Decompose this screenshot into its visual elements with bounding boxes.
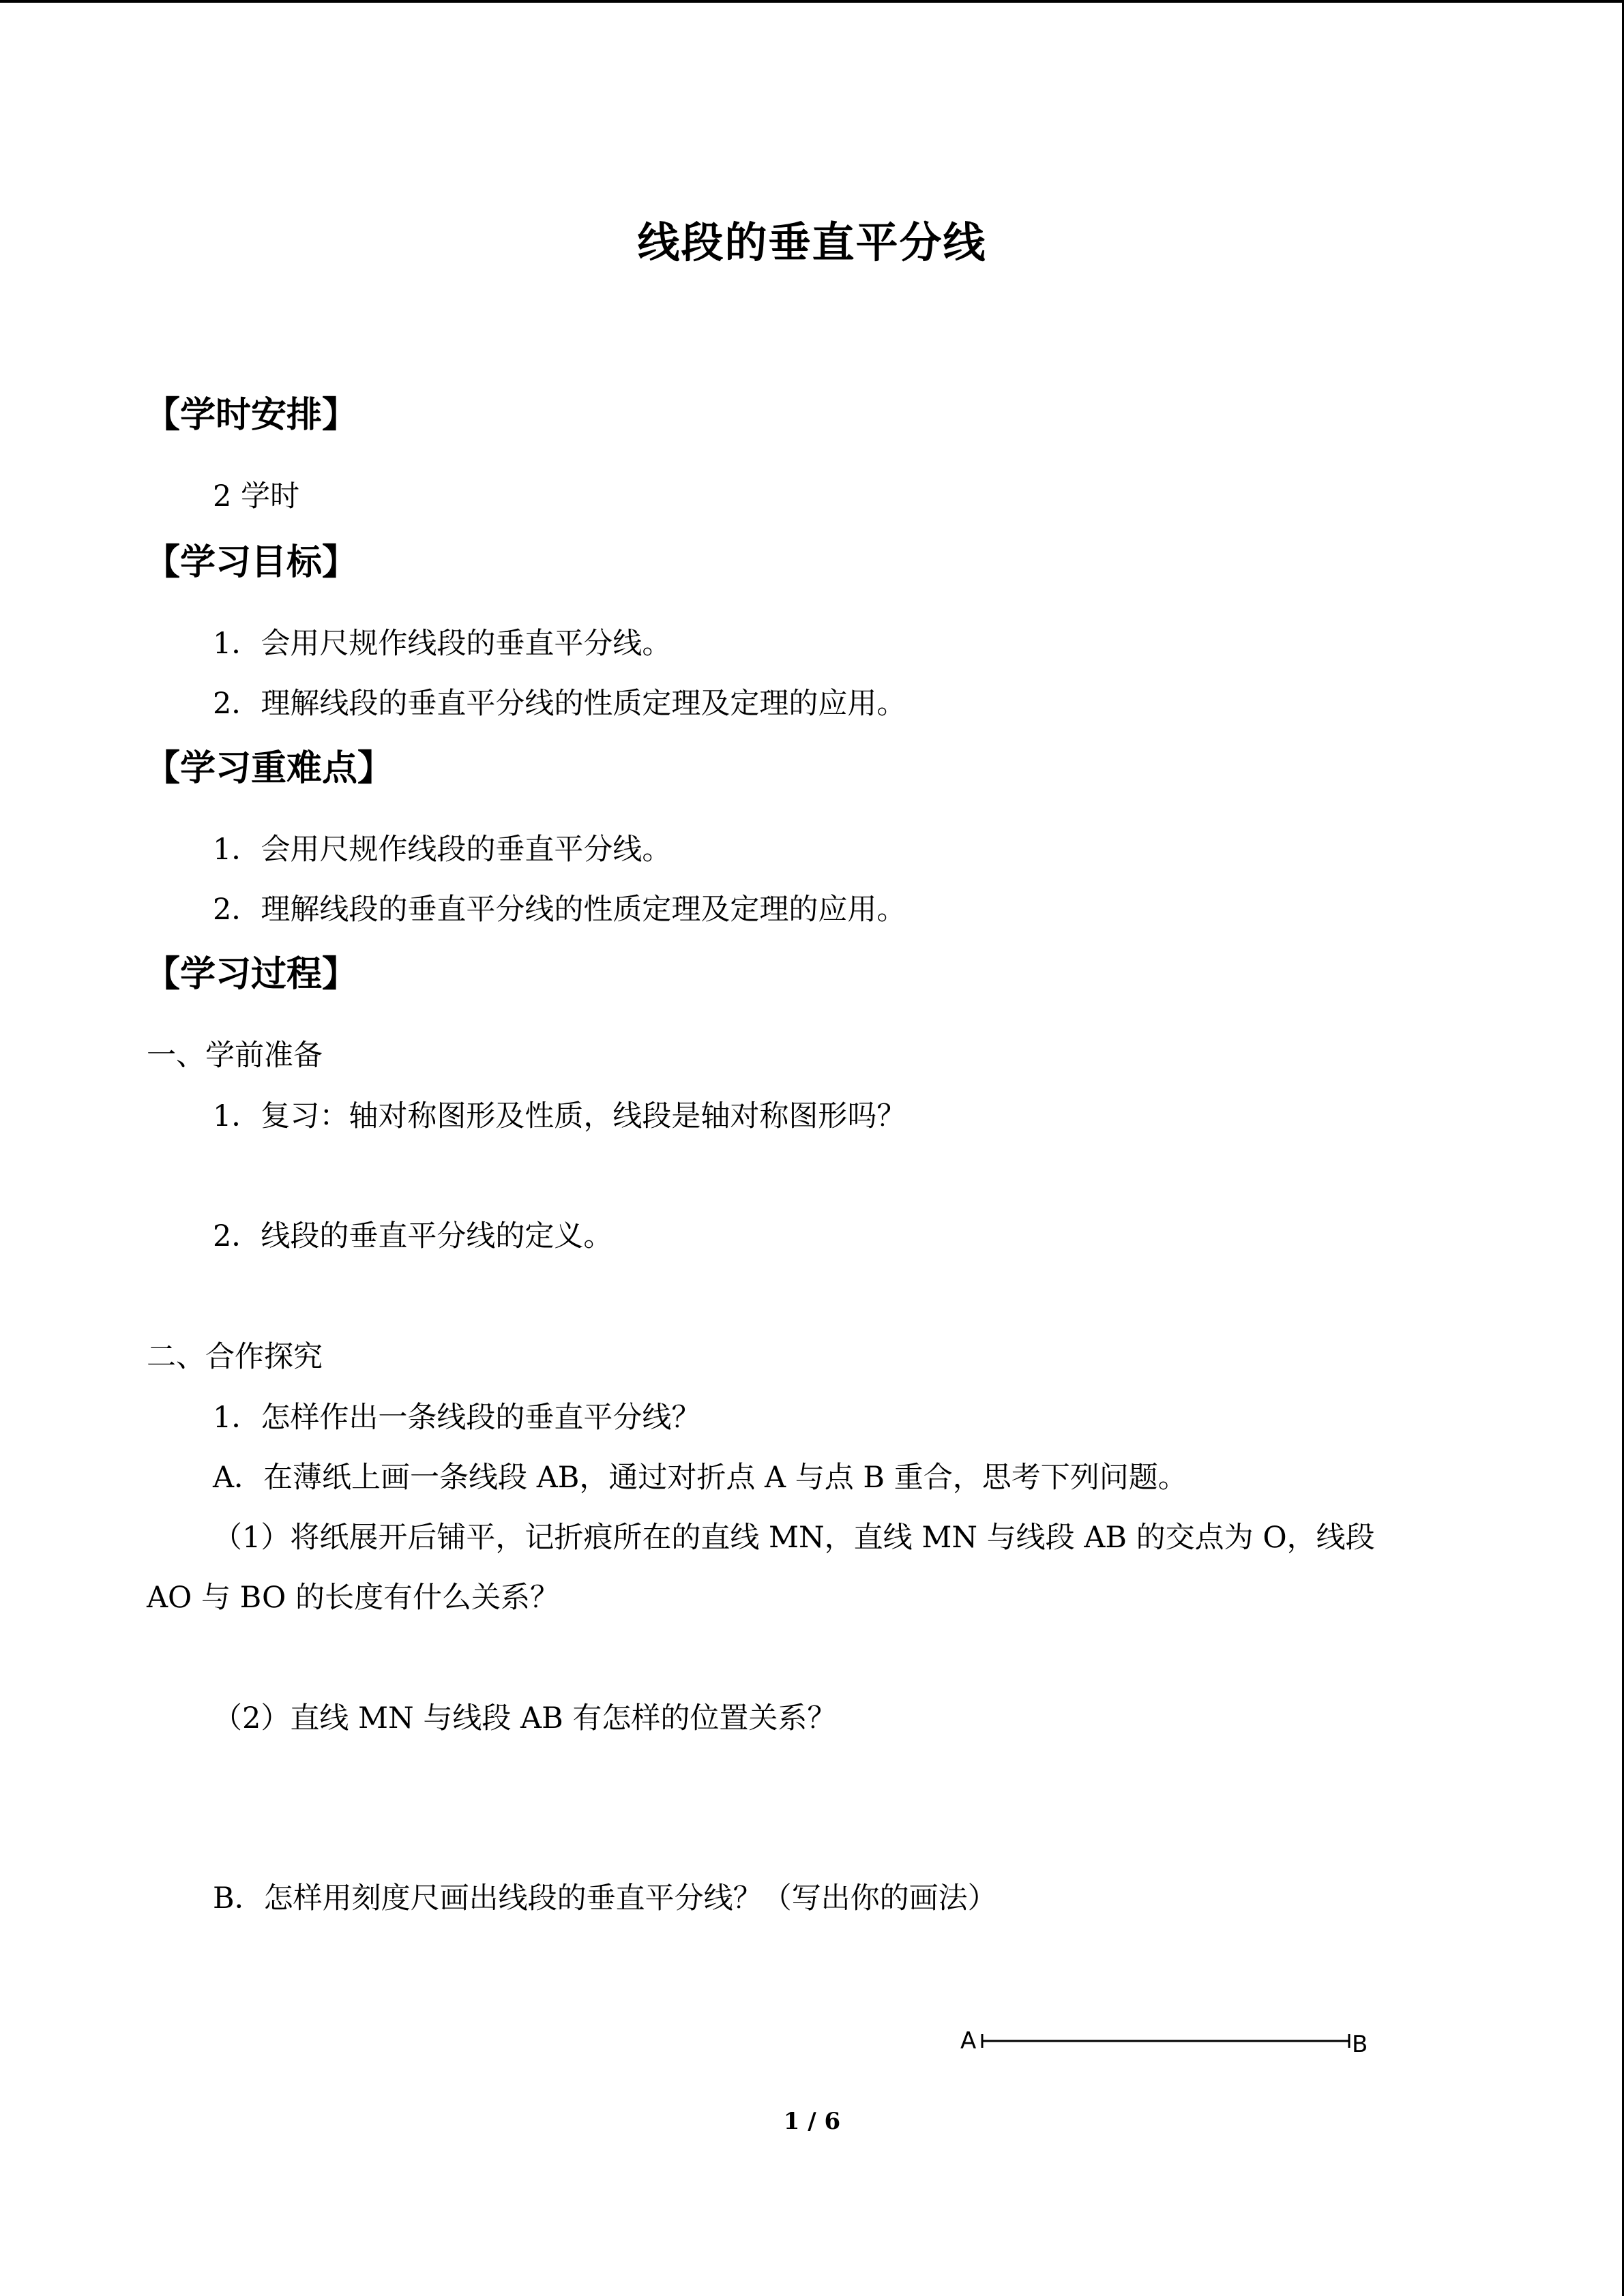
segment-ab-figure [955,2021,1378,2062]
part2-item-b: B．怎样用刻度尺画出线段的垂直平分线？（写出你的画法） [213,1881,997,1915]
part2-item-a: A．在薄纸上画一条线段 AB，通过对折点 A 与点 B 重合，思考下列问题。 [213,1461,1187,1495]
part1-title: 一、学前准备 [147,1039,323,1073]
point-a-label: A [960,2027,977,2055]
part2-item-a2: （2）直线 MN 与线段 AB 有怎样的位置关系？ [213,1701,837,1735]
heading-process: 【学习过程】 [145,954,358,995]
part1-question-2: 2．线段的垂直平分线的定义。 [213,1219,613,1253]
heading-key-points: 【学习重难点】 [145,748,394,789]
part2-title: 二、合作探究 [147,1340,323,1374]
objective-item-2: 2．理解线段的垂直平分线的性质定理及定理的应用。 [213,687,906,721]
schedule-text: 2 学时 [213,479,300,513]
key-point-item-2: 2．理解线段的垂直平分线的性质定理及定理的应用。 [213,893,906,927]
segment-ab-line [955,2021,1378,2062]
heading-objectives: 【学习目标】 [145,542,358,583]
objective-item-1: 1．会用尺规作线段的垂直平分线。 [213,627,672,661]
part2-item-a1-line2: AO 与 BO 的长度有什么关系？ [147,1581,559,1615]
point-b-label: B [1352,2031,1368,2058]
key-point-item-1: 1．会用尺规作线段的垂直平分线。 [213,833,672,867]
document-title: 线段的垂直平分线 [637,218,987,267]
page-number: 1 / 6 [783,2108,841,2135]
heading-schedule: 【学时安排】 [145,395,358,436]
part2-question-1: 1．怎样作出一条线段的垂直平分线？ [213,1401,701,1435]
part1-question-1: 1．复习：轴对称图形及性质，线段是轴对称图形吗？ [213,1099,906,1133]
part2-item-a1-line1: （1）将纸展开后铺平，记折痕所在的直线 MN，直线 MN 与线段 AB 的交点为 O，线段 [213,1521,1375,1555]
